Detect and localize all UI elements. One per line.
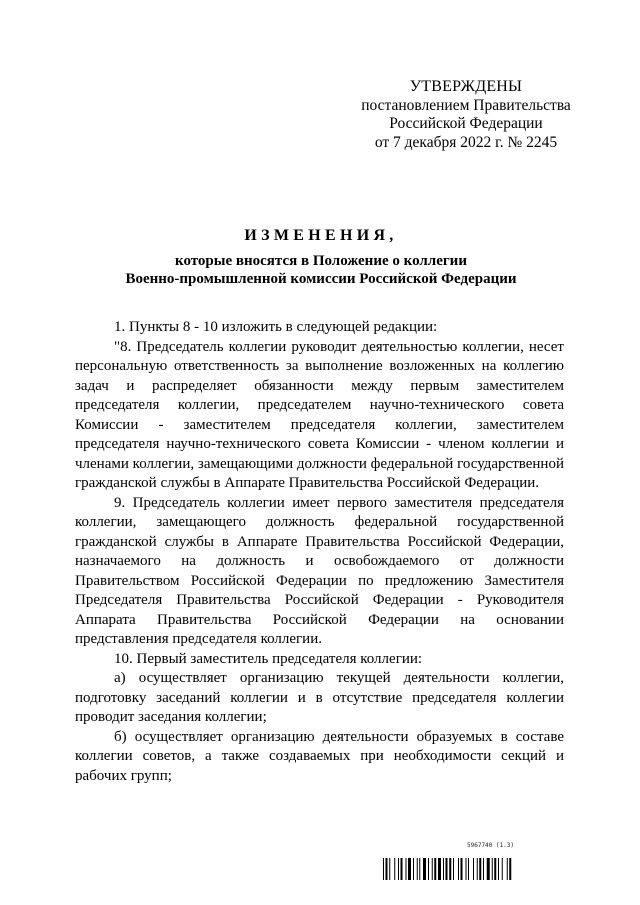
paragraph-1: 1. Пункты 8 - 10 изложить в следующей редакции: bbox=[114, 319, 438, 335]
approval-heading: УТВЕРЖДЕНЫ bbox=[409, 78, 523, 95]
paragraph-10-b: б) осуществляет организацию деятельности образуемых в составе коллегии советов, а также создаваемых при необходимости секций и рабочих групп; bbox=[75, 728, 564, 784]
approval-line-2: Российской Федерации bbox=[389, 115, 543, 132]
document-title: ИЗМЕНЕНИЯ, bbox=[244, 227, 398, 244]
barcode-bars-icon bbox=[383, 858, 567, 880]
barcode bbox=[383, 850, 567, 880]
barcode-number: 5967740 (1.3) bbox=[467, 842, 514, 849]
paragraph-10: 10. Первый заместитель председателя коллегии: bbox=[114, 650, 423, 667]
document-subtitle-line-1: которые вносятся в Положение о коллегии bbox=[175, 253, 467, 269]
approval-line-3: от 7 декабря 2022 г. № 2245 bbox=[374, 133, 558, 151]
document-subtitle-line-2: Военно-промышленной комиссии Российской Федерации bbox=[125, 271, 517, 287]
document-heading bbox=[75, 226, 567, 288]
paragraph-8: "8. Председатель коллегии руководит деятельностью коллегии, несет персональную ответственность за выполнение возложенных на коллегию задач и распределяет обязанности между первым заместителем председателя коллегии, председателем научно-технического совета Комиссии - заместителем председателя коллегии, заместителем председателя научно-технического совета Комиссии - членом коллегии и членами коллегии, замещающими должности федеральной государственной гражданской службы в Аппарате Правительства Российской Федерации. bbox=[75, 338, 564, 491]
approval-block bbox=[350, 78, 582, 152]
document-body bbox=[75, 318, 564, 786]
paragraph-10-a: а) осуществляет организацию текущей деятельности коллегии, подготовку заседаний коллегии и в отсутствие председателя коллегии проводит заседания коллегии; bbox=[75, 670, 564, 725]
approval-line-1: постановлением Правительства bbox=[361, 96, 571, 114]
paragraph-9: 9. Председатель коллегии имеет первого заместителя председателя коллегии, замещающего должность федеральной государственной гражданской службы в Аппарате Правительства Российской Федерации, назначаемого на должность и освобождаемого от должности Правительством Российской Федерации по предложению Заместителя Председателя Правительства Российской Федерации - Руководителя Аппарата Правительства Российской Федерации на основании представления председателя коллегии. bbox=[75, 494, 564, 647]
